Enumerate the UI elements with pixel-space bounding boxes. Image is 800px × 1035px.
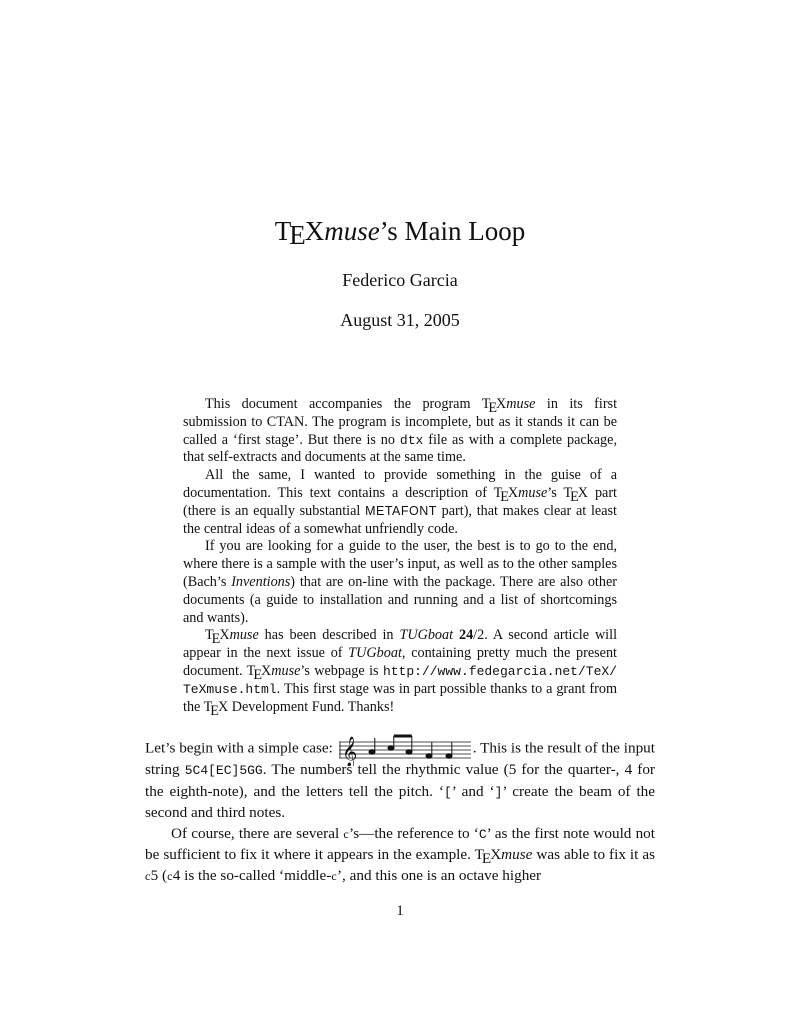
abstract-paragraph-1: [183, 396, 617, 467]
text: part (there is an equally substantial: [183, 484, 618, 519]
text: Let’s begin with a simple case:: [145, 739, 337, 757]
abstract-paragraph-3: [183, 538, 617, 627]
metafont-logo: METAFONT: [365, 503, 437, 518]
muse-word: muse: [506, 396, 536, 412]
tex-t: T: [274, 216, 292, 246]
muse-word: muse: [518, 484, 548, 501]
text: 5 (: [150, 866, 168, 884]
text: ) that are on-line with the package. There are also other documents (a guide to installation and running and a list of shortcomings and wants).: [183, 573, 617, 626]
input-string-code: 5C4[EC]5GG: [184, 763, 263, 778]
text: Of course, there are several: [171, 824, 344, 842]
text: ’s—the reference to ‘: [349, 824, 479, 842]
abstract: [183, 396, 618, 719]
tex-logo: TEX: [563, 484, 589, 505]
text: , containing pretty much the present document.: [183, 645, 617, 679]
text: 4 is the so-called ‘middle-: [172, 866, 332, 884]
text: /2. A second article will appear in the next issue of: [183, 627, 618, 662]
body-paragraph-1: [145, 738, 655, 824]
tex-logo: TEX: [205, 627, 230, 648]
paper-title: [0, 216, 800, 250]
text: All the same, I wanted to provide something in the guise of a documentation. This text contains a description of: [183, 467, 617, 501]
small-caps-c: c: [343, 826, 350, 841]
text: If you are looking for a guide to the user, the best is to go to the end, where there is a sample with the user’s input, as well as to the other samples (Bach’s: [183, 538, 617, 590]
small-caps-c: c: [167, 868, 173, 883]
text: Development Fund. Thanks!: [228, 698, 395, 715]
muse-word: muse: [501, 846, 533, 863]
text: ’ create the beam of the second and third notes.: [145, 782, 656, 821]
text: in its first submission to CTAN. The program is incomplete, but as it stands it can be called a ‘first stage’. But there is no: [183, 396, 618, 448]
tugboat-title: TUGboat: [348, 645, 402, 662]
text: . This first stage was in part possible thanks to a grant from the: [183, 680, 617, 715]
abstract-paragraph-2: [183, 467, 617, 538]
page-number: 1: [396, 903, 404, 919]
muse-word: muse: [324, 216, 380, 246]
small-caps-c: c: [145, 868, 151, 883]
text: ’ and ‘: [451, 782, 495, 800]
tex-x: X: [304, 216, 325, 246]
text: was able to fix it as: [532, 846, 655, 863]
volume-number: 24: [458, 627, 474, 644]
text: ’, and this one is an octave higher: [336, 866, 542, 884]
date: August 31, 2005: [340, 310, 460, 330]
code-c: C: [478, 826, 487, 842]
tex-logo: TEX: [493, 484, 519, 505]
text: file as with a complete package, that self-extracts and documents at the same time.: [183, 431, 617, 466]
tex-logo: TEX: [481, 396, 507, 416]
tex-logo: TEX: [474, 846, 502, 867]
inventions-title: Inventions: [231, 573, 291, 590]
text: . The numbers tell the rhythmic value (5 for the quarter-, 4 for the eighth-note), and the letters tell the pitch. ‘: [145, 761, 655, 800]
code-dtx: dtx: [399, 432, 424, 448]
text: This document accompanies the program: [205, 396, 482, 412]
body-paragraph-2: [145, 824, 655, 887]
text: has been described in: [258, 627, 400, 644]
tex-logo: TEX: [203, 698, 229, 719]
tex-e: E: [289, 220, 306, 250]
webpage-link[interactable]: http://www.fedegarcia.net/TeX/TeXmuse.html: [183, 663, 617, 697]
body-text: [145, 738, 655, 886]
text: ’s webpage is: [300, 662, 383, 679]
tugboat-title: TUGboat: [399, 627, 454, 644]
small-caps-c: c: [331, 868, 337, 883]
text: ’ as the first note would not be sufficient to fix it where it appears in the example.: [145, 824, 655, 863]
code-bracket: ]: [494, 784, 503, 800]
text: . This is the result of the input string: [145, 739, 655, 778]
muse-word: muse: [229, 627, 259, 644]
svg-text:𝄞: 𝄞: [341, 737, 358, 766]
author: Federico Garcia: [342, 270, 458, 290]
tex-logo: [274, 216, 325, 250]
title-rest: ’s Main Loop: [379, 216, 526, 246]
tex-logo: TEX: [246, 662, 272, 683]
text: part), that makes clear at least the central ideas of a somewhat unfriendly code.: [183, 502, 617, 537]
muse-word: muse: [271, 662, 301, 679]
text: ’s: [547, 484, 564, 501]
code-bracket: [: [443, 784, 452, 800]
abstract-paragraph-4: [183, 627, 618, 719]
